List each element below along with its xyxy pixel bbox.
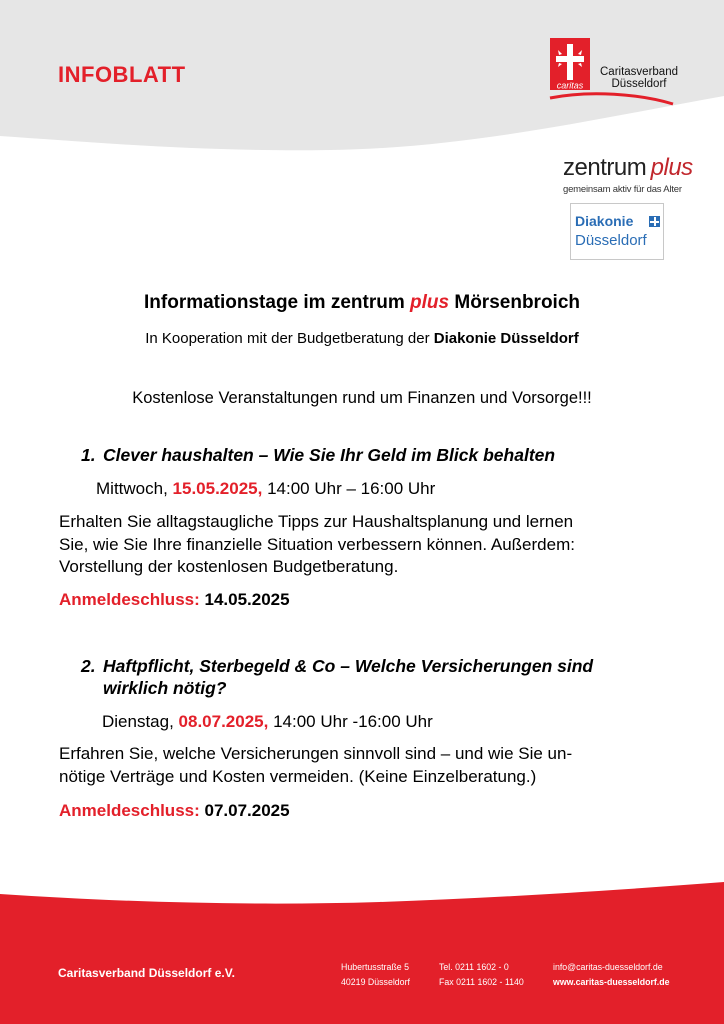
diakonie-line1: Diakonie <box>575 213 634 229</box>
footer-phone <box>439 960 524 989</box>
event-2-title <box>81 655 593 699</box>
zentrum-word: zentrum <box>563 154 647 181</box>
zentrum-plus-word: plus <box>650 154 693 181</box>
page-title <box>0 292 724 314</box>
subtitle-bold: Diakonie Düsseldorf <box>433 330 579 347</box>
event-1-desc-line: Erhalten Sie alltagstaugliche Tipps zur Haushaltsplanung und lernen <box>59 512 574 531</box>
event-1-number: 1. <box>81 445 96 465</box>
footer-fax: Fax 0211 1602 - 1140 <box>439 976 524 987</box>
event-1-desc-line: Sie, wie Sie Ihre finanzielle Situation verbessern können. Außerdem: <box>59 534 575 554</box>
caritas-name-line2: Düsseldorf <box>611 78 667 90</box>
event-2-deadline <box>59 801 290 821</box>
caritas-logo-text: caritas <box>556 80 584 91</box>
zentrum-plus-logo <box>563 154 693 182</box>
subtitle-prefix: In Kooperation mit der Budgetberatung der <box>145 330 434 347</box>
footer-address <box>341 960 410 989</box>
event-1-date <box>96 479 435 499</box>
title-part1: Informationstage <box>144 292 299 313</box>
footer-email[interactable]: info@caritas-duesseldorf.de <box>553 962 663 972</box>
title-part2: im zentrum <box>298 292 411 313</box>
event-2-weekday: Dienstag, <box>102 712 179 731</box>
event-2-title-line2: wirklich nötig? <box>103 678 227 698</box>
intro-text: Kostenlose Veranstaltungen rund um Finanzen und Vorsorge!!! <box>132 389 592 407</box>
footer-web[interactable]: www.caritas-duesseldorf.de <box>553 976 670 987</box>
diakonie-logo <box>570 203 664 260</box>
event-1-weekday: Mittwoch, <box>96 479 173 498</box>
footer-contact <box>553 960 670 989</box>
event-2-time: 14:00 Uhr -16:00 Uhr <box>268 712 433 731</box>
caritas-name <box>600 66 678 90</box>
footer-background <box>0 880 724 1024</box>
infoblatt-label: INFOBLATT <box>58 62 186 87</box>
event-1-time: 14:00 Uhr – 16:00 Uhr <box>262 479 436 498</box>
event-2-desc-line: Erfahren Sie, welche Versicherungen sinnvoll sind – und wie Sie un- <box>59 744 573 763</box>
event-2-date <box>102 712 433 732</box>
event-2-date-value: 08.07.2025, <box>178 712 269 731</box>
event-1-title-line1: Clever haushalten – Wie Sie Ihr Geld im Blick behalten <box>103 445 556 465</box>
event-1-deadline <box>59 590 290 610</box>
zentrum-tagline: gemeinsam aktiv für das Alter <box>563 184 682 195</box>
event-2-number: 2. <box>81 656 96 676</box>
diakonie-line2: Düsseldorf <box>575 232 647 249</box>
event-1-date-value: 15.05.2025, <box>172 479 263 498</box>
caritas-name-line1: Caritasverband <box>600 66 678 78</box>
event-1-deadline-label: Anmeldeschluss: <box>59 590 200 609</box>
event-1-description <box>59 511 669 579</box>
footer-city: 40219 Düsseldorf <box>341 976 410 987</box>
diakonie-cross-icon <box>649 216 660 227</box>
event-2-desc-line: nötige Verträge und Kosten vermeiden. (Keine Einzelberatung.) <box>59 766 537 786</box>
event-2-description <box>59 743 669 788</box>
event-2-title-line1: Haftpflicht, Sterbegeld & Co – Welche Versicherungen sind <box>103 656 594 676</box>
footer-tel: Tel. 0211 1602 - 0 <box>439 962 509 972</box>
event-2-deadline-date: 07.07.2025 <box>199 801 290 820</box>
subtitle <box>0 330 724 347</box>
event-1-desc-line: Vorstellung der kostenlosen Budgetberatung. <box>59 557 399 576</box>
title-part3: Mörsenbroich <box>449 292 580 313</box>
title-plus: plus <box>410 292 450 313</box>
event-2-deadline-label: Anmeldeschluss: <box>59 801 200 820</box>
footer-street: Hubertusstraße 5 <box>341 962 409 972</box>
event-1-title <box>81 444 555 466</box>
event-1-deadline-date: 14.05.2025 <box>199 590 290 609</box>
footer-org-name: Caritasverband Düsseldorf e.V. <box>58 966 235 980</box>
